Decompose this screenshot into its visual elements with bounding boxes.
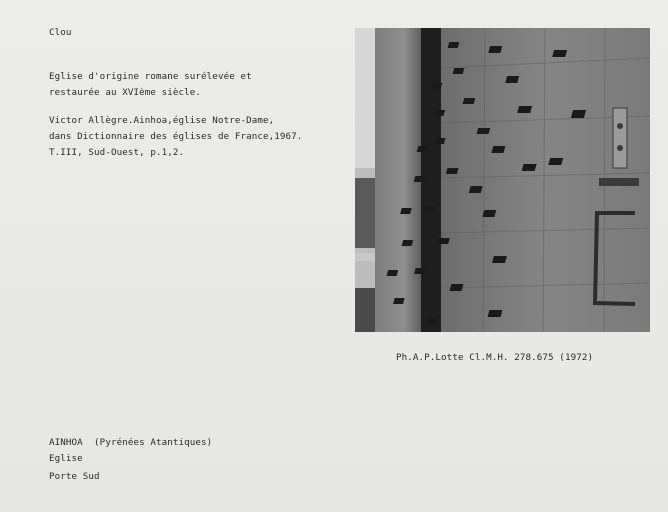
reference-line-3: T.III, Sud-Ouest, p.1,2. — [49, 147, 185, 158]
reference-line-2: dans Dictionnaire des églises de France,1967. — [49, 131, 303, 142]
photo-credit: Ph.A.P.Lotte Cl.M.H. 278.675 (1972) — [396, 352, 594, 363]
description-line-1: Eglise d'origine romane surélevée et — [49, 71, 252, 82]
location-line-2: Eglise — [49, 453, 83, 464]
door-with-nails-photo — [355, 28, 650, 332]
reference-line-1: Victor Allègre.Ainhoa,église Notre-Dame, — [49, 115, 275, 126]
card-title: Clou — [49, 27, 72, 38]
location-line-1: AINHOA (Pyrénées Atantiques) — [49, 437, 213, 448]
description-line-2: restaurée au XVIème siècle. — [49, 87, 202, 98]
location-line-3: Porte Sud — [49, 471, 100, 482]
